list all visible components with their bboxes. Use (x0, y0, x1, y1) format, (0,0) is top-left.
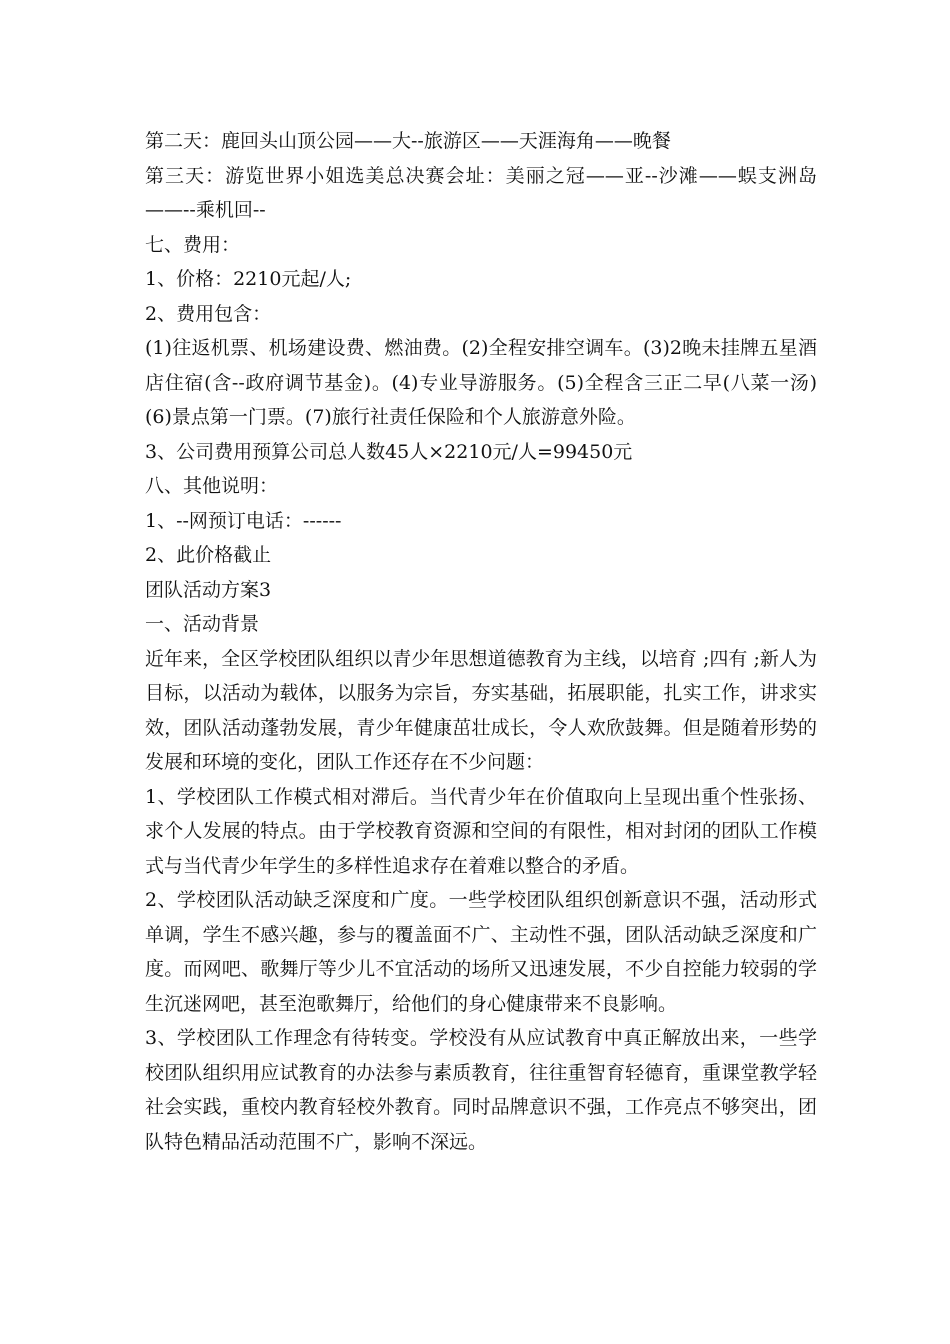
paragraph-day2-itinerary: 第二天：鹿回头山顶公园——大--旅游区——天涯海角——晚餐 (145, 130, 671, 152)
document-section-title: 团队活动方案3 (145, 578, 272, 601)
paragraph-price: 1、价格：2210元起/人; (145, 268, 352, 290)
paragraph-budget: 3、公司费用预算公司总人数45人×2210元/人=99450元 (145, 440, 633, 463)
document-body (145, 124, 817, 1159)
paragraph-background-intro: 近年来，全区学校团队组织以青少年思想道德教育为主线，以培育 ;四有 ;新人为目标，以活动为载体，以服务为宗旨，夯实基础，拓展职能，扎实工作，讲求实效，团队活动蓬勃发展，青少年健康茁壮成长，令人欢欣鼓舞。但是随着形势的发展和环境的变化，团队工作还存在不少问题： (145, 647, 817, 773)
paragraph-problem-1: 1、学校团队工作模式相对滞后。当代青少年在价值取向上呈现出重个性张扬、求个人发展的特点。由于学校教育资源和空间的有限性，相对封闭的团队工作模式与当代青少年学生的多样性追求存在着难以整合的矛盾。 (145, 785, 817, 877)
section-heading-other-notes: 八、其他说明： (145, 475, 279, 497)
paragraph-problem-2: 2、学校团队活动缺乏深度和广度。一些学校团队组织创新意识不强，活动形式单调，学生不感兴趣，参与的覆盖面不广、主动性不强，团队活动缺乏深度和广度。而网吧、歌舞厅等少儿不宜活动的场所又迅速发展，不少自控能力较弱的学生沉迷网吧，甚至泡歌舞厅，给他们的身心健康带来不良影响。 (145, 889, 817, 1015)
section-heading-costs: 七、费用： (145, 233, 241, 256)
paragraph-cost-items: (1)往返机票、机场建设费、燃油费。(2)全程安排空调车。(3)2晚未挂牌五星酒店住宿(含--政府调节基金)。(4)专业导游服务。(5)全程含三正二早(八菜一汤)(6)景点第一门票。(7)旅行社责任保险和个人旅游意外险。 (145, 337, 817, 428)
paragraph-problem-3: 3、学校团队工作理念有待转变。学校没有从应试教育中真正解放出来，一些学校团队组织用应试教育的办法参与素质教育，往往重智育轻德育，重课堂教学轻社会实践，重校内教育轻校外教育。同时品牌意识不强，工作亮点不够突出，团队特色精品活动范围不广，影响不深远。 (145, 1027, 817, 1153)
paragraph-booking-phone: 1、--网预订电话：------ (145, 509, 342, 532)
paragraph-day3-itinerary: 第三天：游览世界小姐选美总决赛会址：美丽之冠——亚--沙滩——蜈支洲岛——--乘机回-- (145, 164, 817, 221)
paragraph-cost-includes: 2、费用包含： (145, 302, 272, 325)
paragraph-price-deadline: 2、此价格截止 (145, 544, 272, 566)
section-heading-background: 一、活动背景 (145, 613, 260, 635)
